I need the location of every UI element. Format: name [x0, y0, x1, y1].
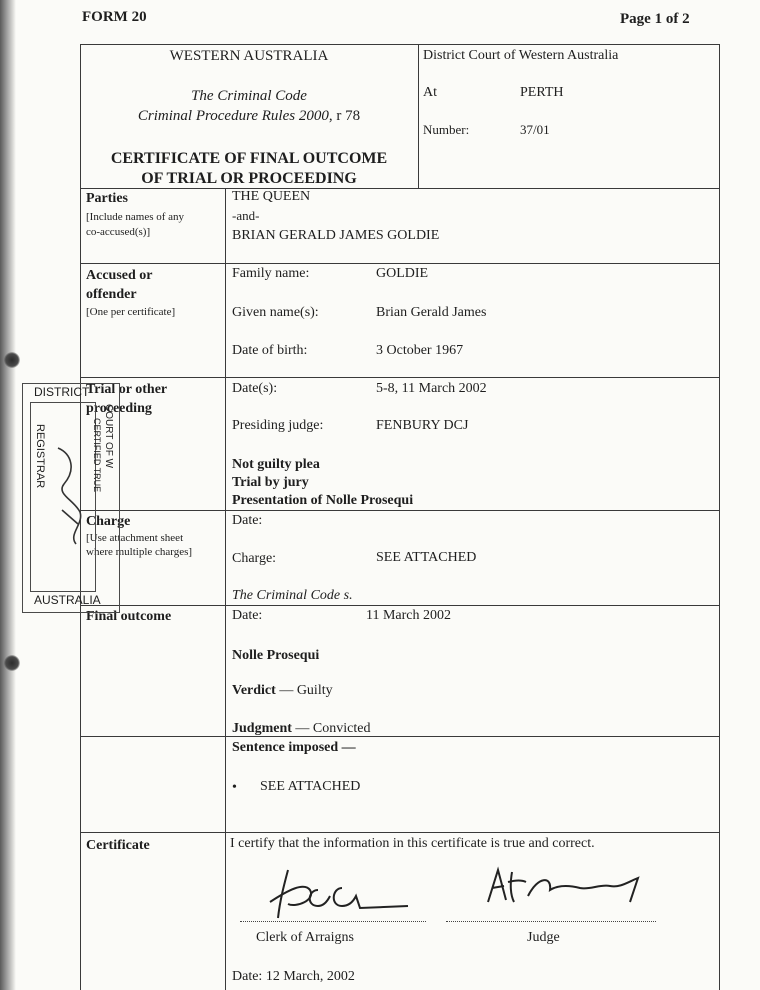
criminal-code-reference: The Criminal Code s. — [232, 588, 353, 603]
judge-signature-line — [446, 921, 656, 922]
given-names-value: Brian Gerald James — [376, 305, 487, 320]
presiding-judge-label: Presiding judge: — [232, 418, 324, 433]
rules-name: Criminal Procedure Rules 2000 — [137, 108, 329, 124]
state-heading: WESTERN AUSTRALIA — [169, 48, 329, 64]
row-divider-sentence — [80, 736, 720, 737]
judge-signature — [480, 862, 655, 912]
stamp-registrar-text: REGISTRAR — [34, 424, 46, 489]
sentence-item: SEE ATTACHED — [260, 779, 361, 794]
row-divider-charge — [80, 510, 720, 511]
scanned-page-edge — [0, 0, 16, 990]
judge-label: Judge — [527, 930, 560, 945]
court-name: District Court of Western Australia — [423, 48, 619, 63]
charge-field-label: Charge: — [232, 551, 277, 566]
row-divider-accused — [80, 263, 720, 264]
certification-statement: I certify that the information in this certificate is true and correct. — [230, 836, 595, 851]
stamp-court-text: COURT OF W — [103, 404, 114, 469]
punch-hole-top — [4, 352, 20, 368]
verdict-line — [232, 683, 333, 699]
family-name-value: GOLDIE — [376, 266, 429, 281]
table-right-border — [719, 44, 720, 990]
punch-hole-bottom — [4, 655, 20, 671]
rule-number: , r 78 — [328, 108, 361, 124]
final-outcome-label: Final outcome — [86, 609, 172, 624]
accused-label-line2: offender — [86, 287, 137, 302]
charge-value: SEE ATTACHED — [376, 550, 477, 565]
trial-dates-value: 5-8, 11 March 2002 — [376, 381, 487, 396]
verdict-label: Verdict — [232, 683, 276, 698]
certificate-title-line1: CERTIFICATE OF FINAL OUTCOME — [110, 150, 388, 167]
clerk-signature-line — [240, 921, 426, 922]
sentence-bullet: • — [232, 780, 237, 795]
judgment-label: Judgment — [232, 721, 292, 736]
location-value: PERTH — [520, 85, 564, 100]
family-name-label: Family name: — [232, 266, 310, 281]
parties-hint-line2: co-accused(s)] — [86, 226, 151, 238]
row-divider-certificate — [80, 832, 720, 833]
certificate-title-line2: OF TRIAL OR PROCEEDING — [141, 170, 357, 187]
charge-hint-line1: [Use attachment sheet — [86, 532, 184, 544]
location-label: At — [423, 85, 437, 100]
page-number: Page 1 of 2 — [620, 11, 690, 27]
judgment-value: — Convicted — [291, 721, 371, 736]
judgment-line — [232, 721, 370, 737]
clerk-signature — [258, 860, 428, 930]
trial-dates-label: Date(s): — [232, 381, 278, 396]
party-separator: -and- — [232, 208, 260, 223]
outcome-date-label: Date: — [232, 608, 263, 623]
stamp-certified-text: CERTIFIED TRUE — [92, 418, 102, 493]
party-prosecution: THE QUEEN — [232, 189, 311, 204]
parties-label: Parties — [86, 191, 128, 206]
date-of-birth-label: Date of birth: — [232, 343, 308, 358]
presiding-judge-value: FENBURY DCJ — [376, 418, 469, 433]
case-number-value: 37/01 — [520, 122, 550, 137]
certificate-date: Date: 12 March, 2002 — [232, 969, 355, 984]
row-divider-outcome — [80, 605, 720, 606]
verdict-value: — Guilty — [275, 683, 333, 698]
rules-reference — [80, 108, 418, 125]
nolle-prosequi-text: Nolle Prosequi — [232, 648, 320, 663]
plea-text: Not guilty plea — [232, 457, 320, 472]
label-column-divider — [225, 188, 226, 990]
accused-hint: [One per certificate] — [86, 306, 176, 318]
row-divider-parties — [80, 188, 720, 189]
stamp-top-text: DISTRICT — [34, 385, 90, 399]
accused-label-line1: Accused or — [86, 268, 153, 283]
sentence-label: Sentence imposed — — [232, 740, 356, 755]
case-number-label: Number: — [423, 122, 470, 137]
stamp-bottom-text: AUSTRALIA — [34, 593, 101, 607]
act-name: The Criminal Code — [191, 88, 307, 104]
parties-hint-line1: [Include names of any — [86, 211, 185, 223]
stamp-signature — [50, 440, 90, 550]
presentation-text: Presentation of Nolle Prosequi — [232, 493, 414, 508]
trial-label-line1: Trial or other — [86, 382, 168, 397]
certificate-label: Certificate — [86, 838, 150, 853]
trial-label-line2: proceeding — [86, 401, 152, 416]
clerk-of-arraigns-label: Clerk of Arraigns — [256, 930, 354, 945]
form-label: FORM 20 — [82, 9, 147, 25]
charge-label: Charge — [86, 514, 131, 529]
row-divider-trial — [80, 377, 720, 378]
party-accused: BRIAN GERALD JAMES GOLDIE — [232, 228, 440, 243]
given-names-label: Given name(s): — [232, 305, 319, 320]
table-top-border — [80, 44, 720, 45]
charge-date-label: Date: — [232, 513, 263, 528]
charge-hint-line2: where multiple charges] — [86, 546, 193, 558]
outcome-date-value: 11 March 2002 — [366, 608, 452, 623]
trial-mode-text: Trial by jury — [232, 475, 309, 490]
date-of-birth-value: 3 October 1967 — [376, 343, 464, 358]
header-column-divider — [418, 44, 419, 188]
